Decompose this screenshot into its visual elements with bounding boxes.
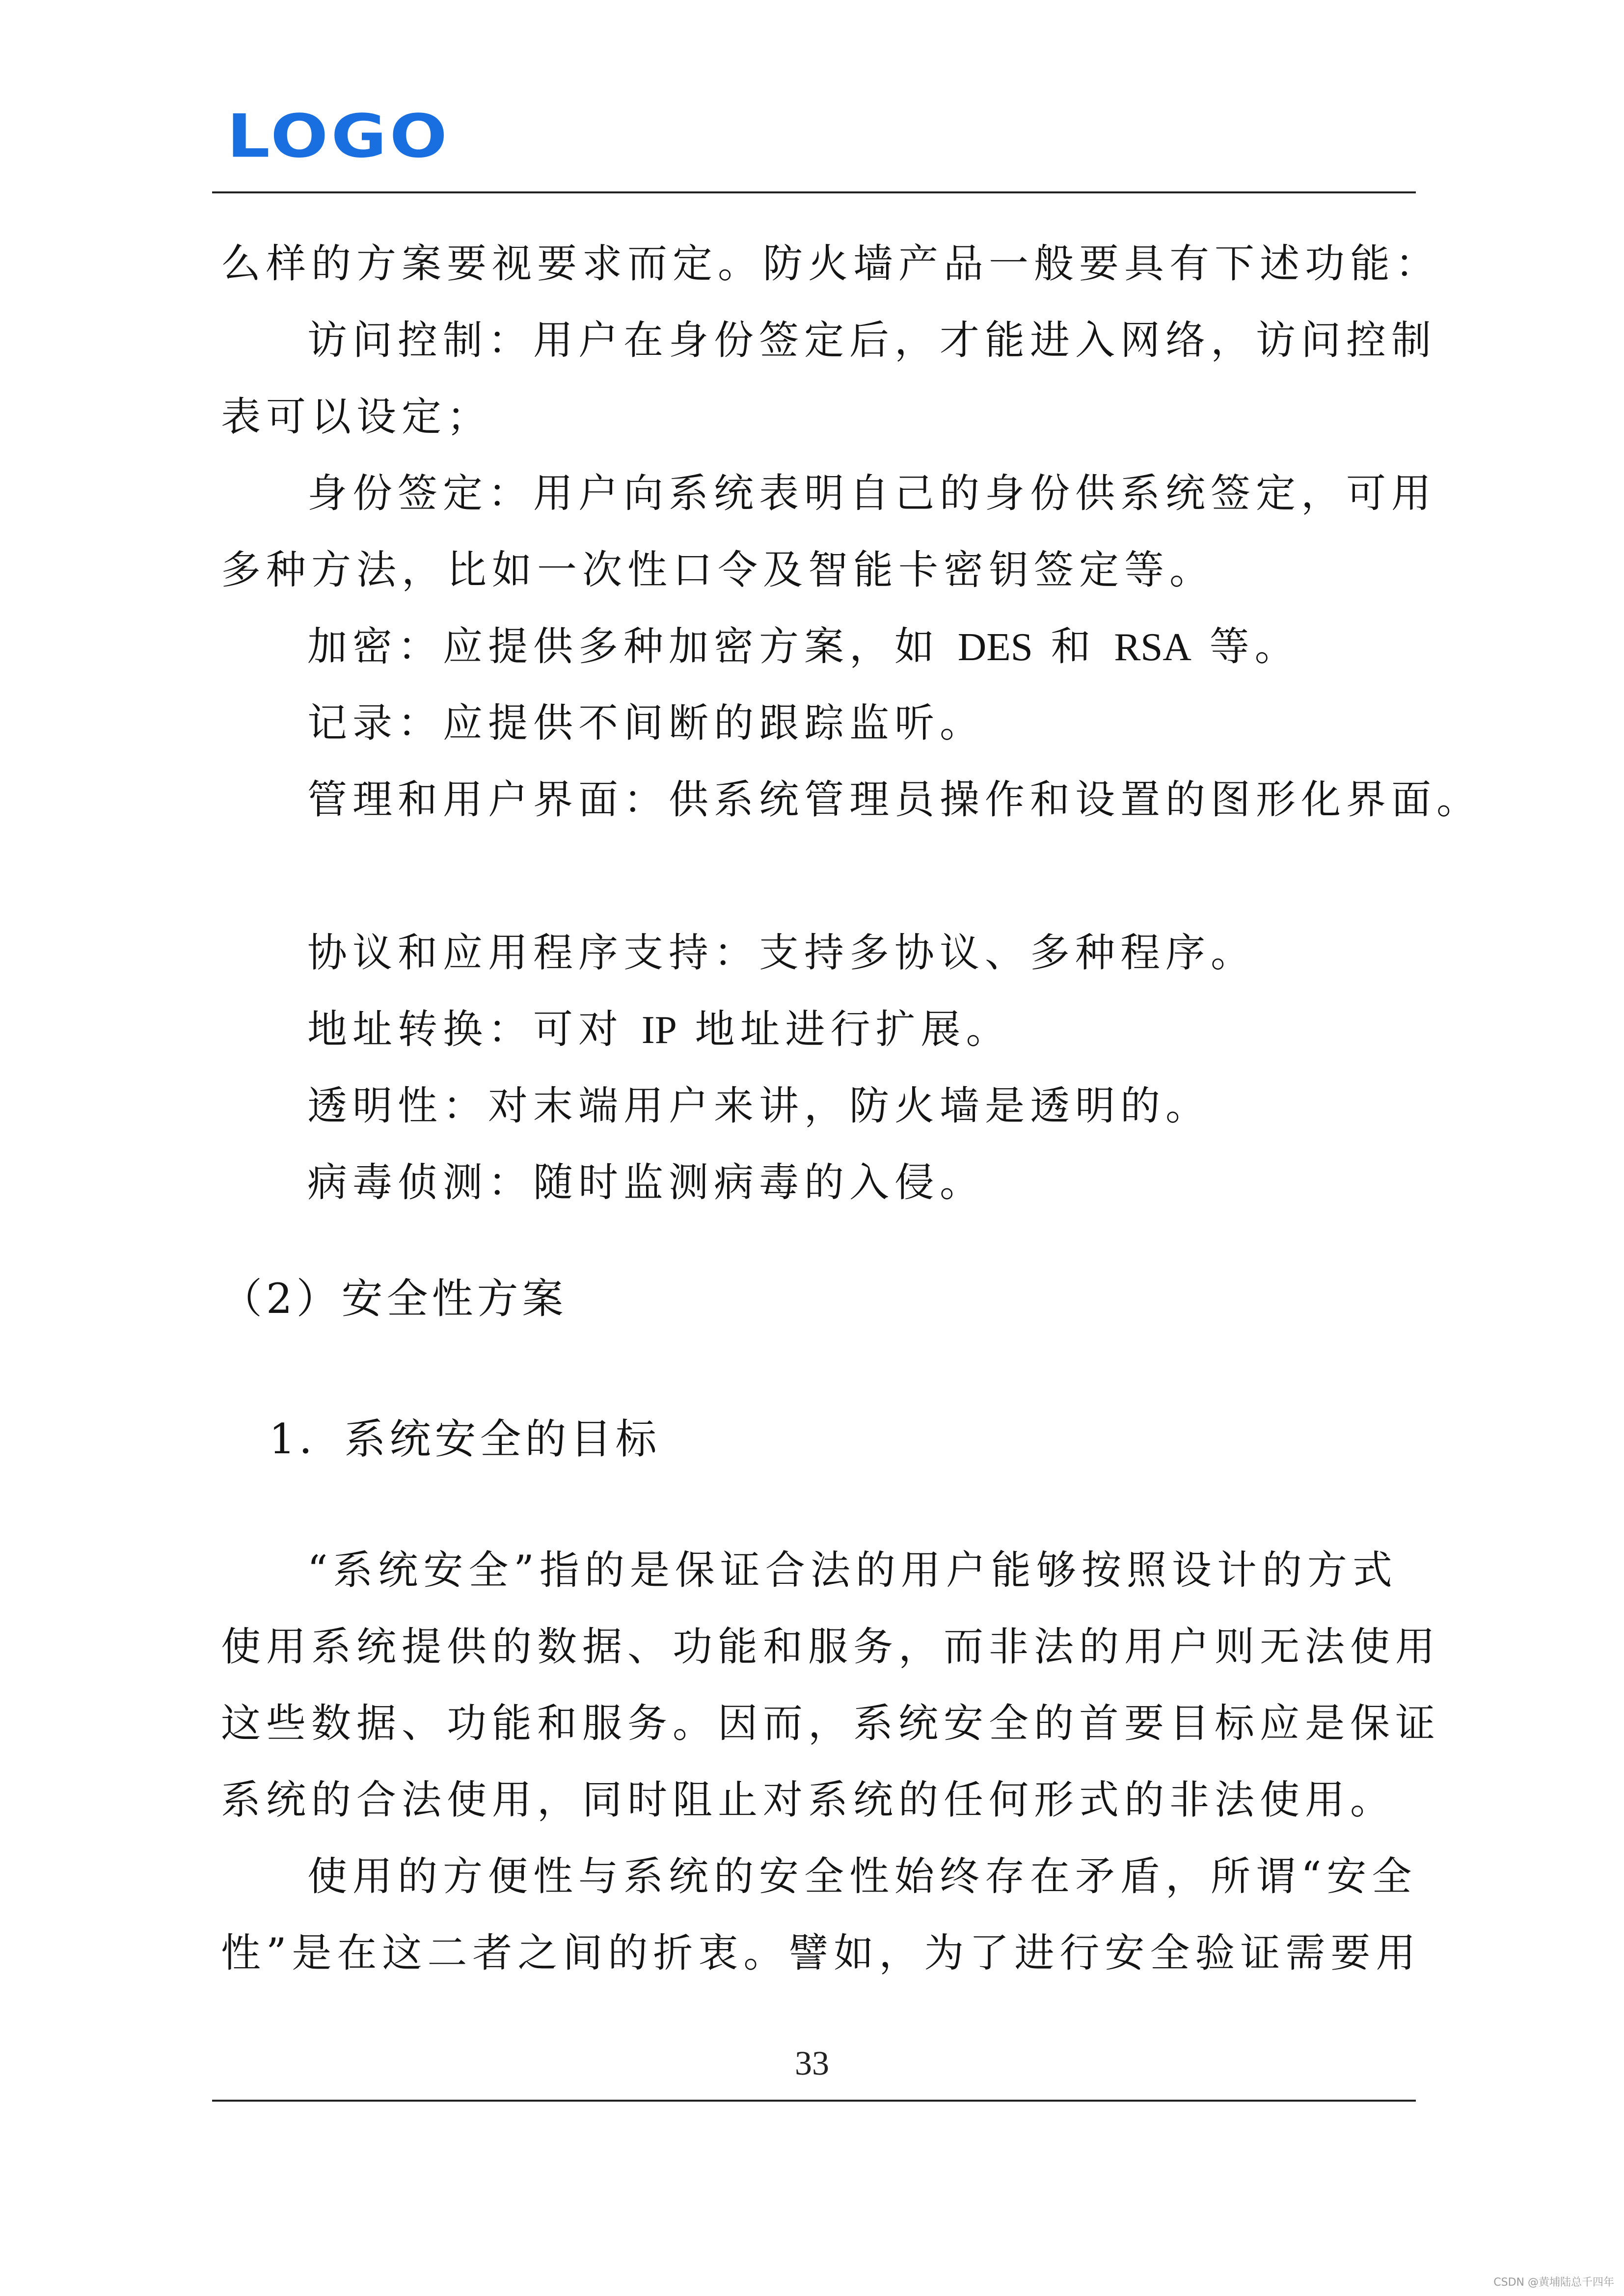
body-line: 透明性：对末端用户来讲，防火墙是透明的。	[307, 1083, 1211, 1129]
watermark: CSDN @黄埔陆总千四年	[1493, 2276, 1614, 2289]
logo-text: LOGO	[227, 101, 450, 171]
header-rule	[212, 191, 1416, 193]
subsection-heading: 1．系统安全的目标	[269, 1415, 661, 1463]
body-line: 记录：应提供不间断的跟踪监听。	[307, 700, 985, 747]
paragraph-line: “系统安全”指的是保证合法的用户能够按照设计的方式	[307, 1548, 1398, 1594]
logo	[227, 101, 450, 171]
body-line: 身份签定：用户向系统表明自己的身份供系统签定，可用	[307, 471, 1437, 517]
body-line: 表可以设定；	[221, 394, 492, 440]
footer-rule	[212, 2100, 1416, 2102]
body-line: 管理和用户界面：供系统管理员操作和设置的图形化界面。	[307, 777, 1482, 823]
paragraph-line: 这些数据、功能和服务。因而，系统安全的首要目标应是保证	[221, 1701, 1441, 1747]
page-number: 33	[795, 2045, 829, 2082]
section-heading: （2）安全性方案	[221, 1275, 568, 1323]
latin-term: DES	[957, 625, 1033, 669]
body-line: 访问控制：用户在身份签定后，才能进入网络，访问控制	[307, 318, 1437, 364]
body-line: 么样的方案要视要求而定。防火墙产品一般要具有下述功能：	[221, 241, 1441, 287]
latin-term: RSA	[1114, 625, 1191, 669]
paragraph-line: 性”是在这二者之间的折衷。譬如，为了进行安全验证需要用	[221, 1930, 1421, 1976]
body-line: 地址转换：可对 IP 地址进行扩展。	[307, 1007, 1011, 1053]
paragraph-line: 系统的合法使用，同时阻止对系统的任何形式的非法使用。	[221, 1777, 1396, 1823]
body-line: 病毒侦测：随时监测病毒的入侵。	[307, 1160, 985, 1206]
latin-term: IP	[641, 1008, 677, 1052]
paragraph-line: 使用的方便性与系统的安全性始终存在矛盾，所谓“安全	[307, 1854, 1417, 1900]
body-line: 加密：应提供多种加密方案，如 DES 和 RSA 等。	[307, 624, 1300, 670]
paragraph-line: 使用系统提供的数据、功能和服务，而非法的用户则无法使用	[221, 1624, 1441, 1670]
body-line: 协议和应用程序支持：支持多协议、多种程序。	[307, 930, 1256, 976]
body-line: 多种方法，比如一次性口令及智能卡密钥签定等。	[221, 547, 1215, 593]
